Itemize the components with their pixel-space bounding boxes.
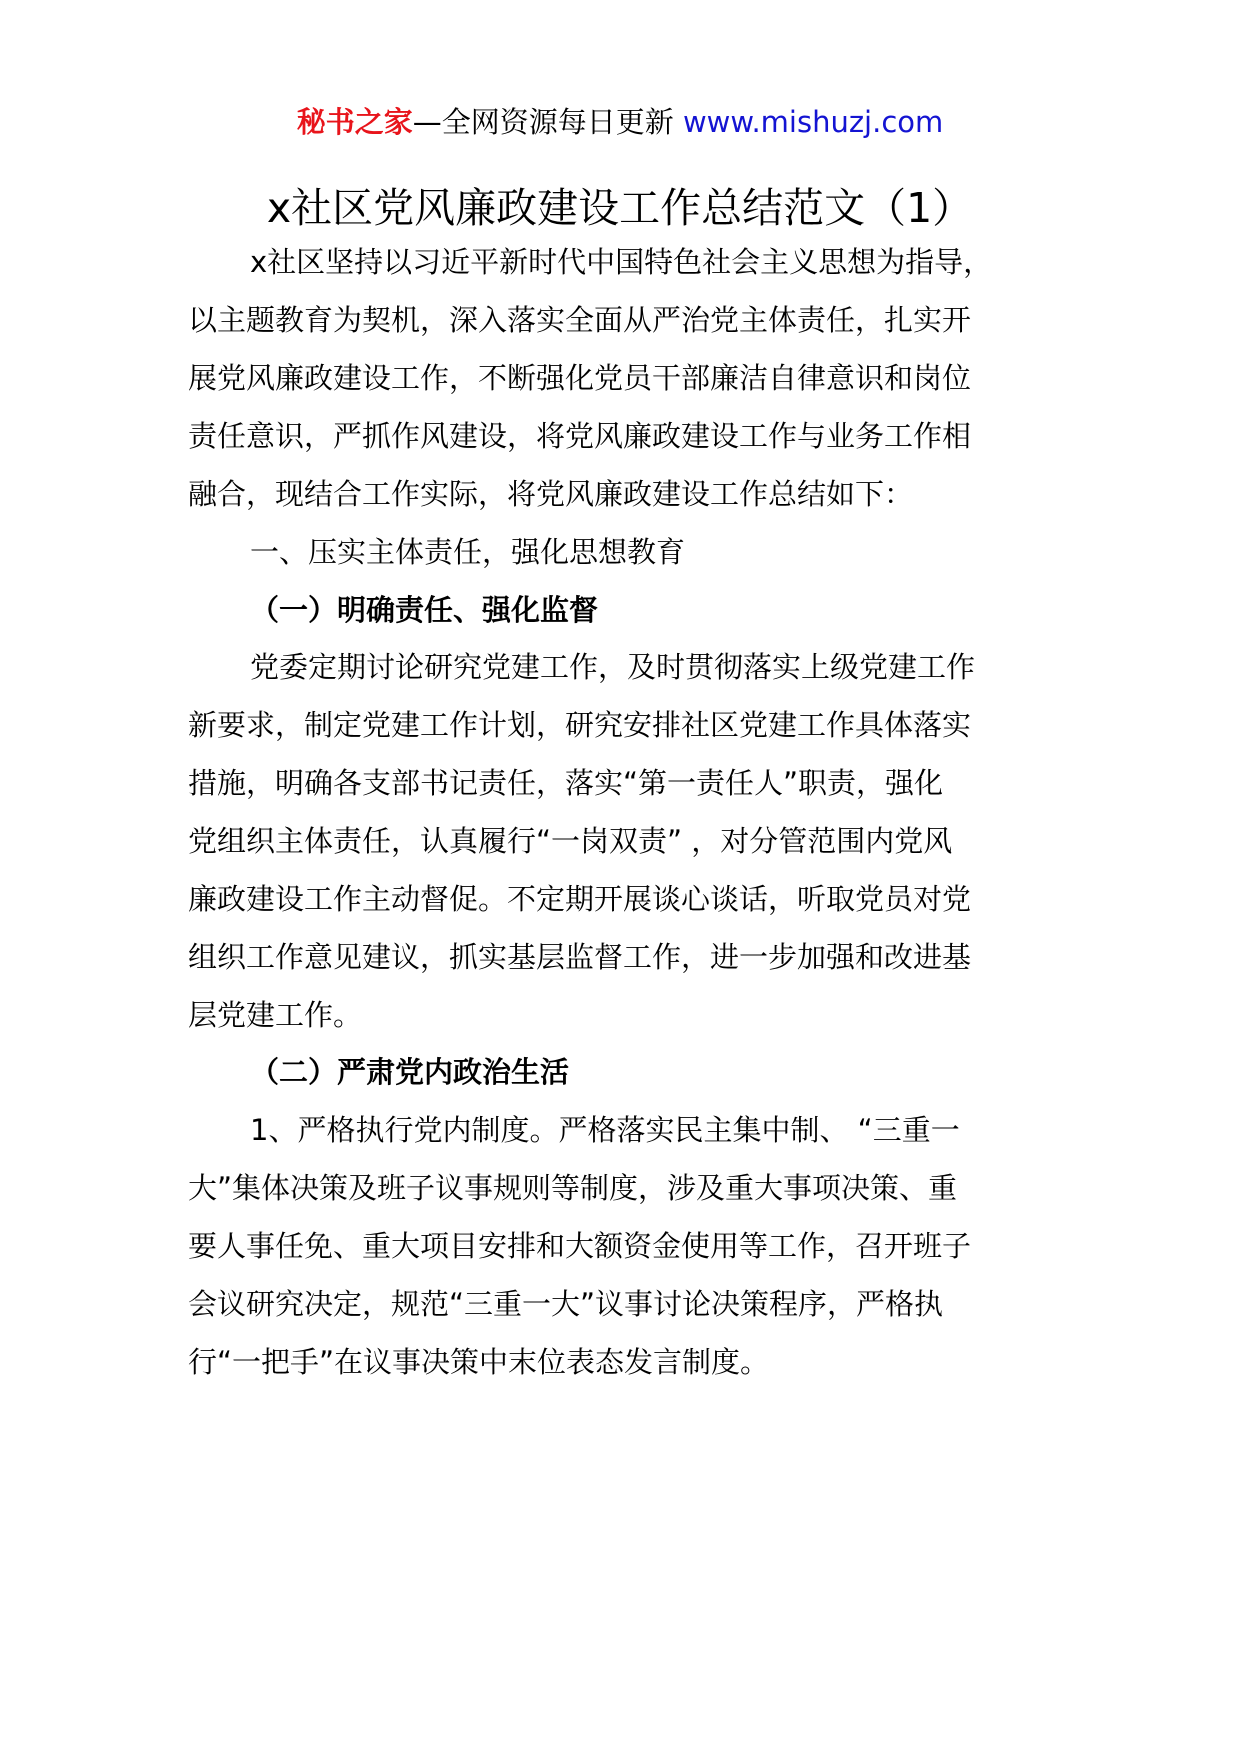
subsection-heading: （一）明确责任、强化监督 xyxy=(250,593,599,627)
promo-header xyxy=(0,102,1240,142)
header-tagline: —全网资源每日更新 xyxy=(412,105,674,139)
body-line: 措施，明确各支部书记责任，落实“第一责任人”职责，强化 xyxy=(188,766,944,800)
body-line: 廉政建设工作主动督促。不定期开展谈心谈话，听取党员对党 xyxy=(188,882,972,916)
body-line: 要人事任免、重大项目安排和大额资金使用等工作，召开班子 xyxy=(188,1229,972,1263)
intro-line: x社区坚持以习近平新时代中国特色社会主义思想为指导， xyxy=(250,245,993,279)
body-line: 层党建工作。 xyxy=(188,998,363,1032)
body-line: 行“一把手”在议事决策中末位表态发言制度。 xyxy=(188,1345,770,1379)
intro-line: 以主题教育为契机，深入落实全面从严治党主体责任，扎实开 xyxy=(188,303,972,337)
body-line: 党组织主体责任，认真履行“一岗双责” ，对分管范围内党风 xyxy=(188,824,953,858)
document-title: x社区党风廉政建设工作总结范文（1） xyxy=(266,184,974,232)
body-line: 党委定期讨论研究党建工作，及时贯彻落实上级党建工作 xyxy=(250,650,976,684)
site-link[interactable]: www.mishuzj.com xyxy=(682,105,944,139)
body-line: 1、严格执行党内制度。严格落实民主集中制、 “三重一 xyxy=(250,1113,960,1147)
body-line: 大”集体决策及班子议事规则等制度，涉及重大事项决策、重 xyxy=(188,1171,958,1205)
intro-line: 责任意识，严抓作风建设，将党风廉政建设工作与业务工作相 xyxy=(188,419,972,453)
body-line: 新要求，制定党建工作计划，研究安排社区党建工作具体落实 xyxy=(188,708,972,742)
body-line: 组织工作意见建议，抓实基层监督工作，进一步加强和改进基 xyxy=(188,940,972,974)
body-line: 会议研究决定，规范“三重一大”议事讨论决策程序，严格执 xyxy=(188,1287,944,1321)
section-heading: 一、压实主体责任，强化思想教育 xyxy=(250,535,686,569)
subsection-heading: （二）严肃党内政治生活 xyxy=(250,1055,570,1089)
brand-name: 秘书之家 xyxy=(296,105,413,139)
intro-line: 融合，现结合工作实际，将党风廉政建设工作总结如下： xyxy=(188,477,914,511)
intro-line: 展党风廉政建设工作，不断强化党员干部廉洁自律意识和岗位 xyxy=(188,361,972,395)
